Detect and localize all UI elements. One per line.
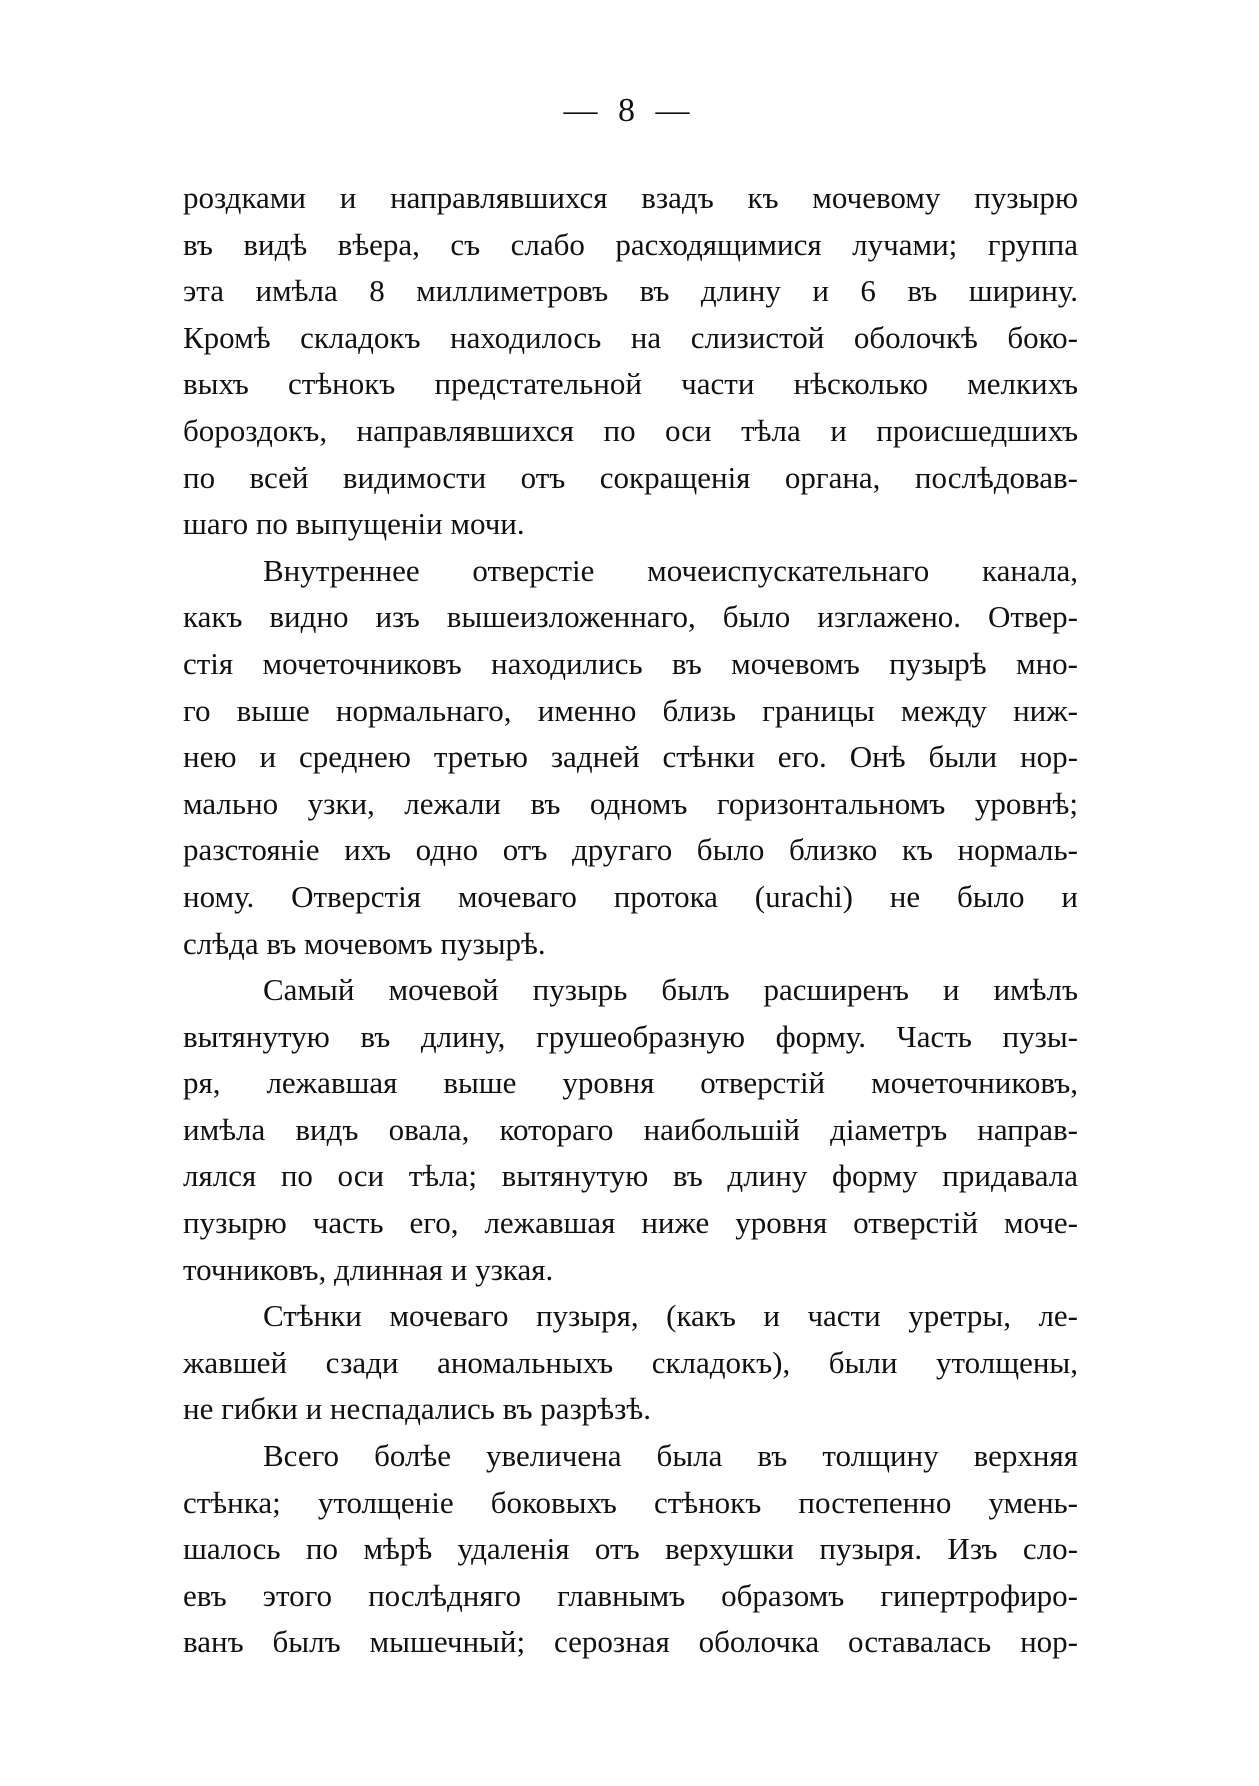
text-line: вытянутую въ длину, грушеобразную форму. Часть пузы-	[183, 1018, 1078, 1054]
text-line: въ видѣ вѣера, съ слабо расходящимися лучами; группа	[183, 226, 1078, 262]
text-line: шаго по выпущеніи мочи.	[183, 506, 525, 542]
text-line: лялся по оси тѣла; вытянутую въ длину форму придавала	[183, 1158, 1078, 1194]
text-line: имѣла видъ овала, котораго наибольшій діаметръ направ-	[183, 1111, 1078, 1147]
text-line: слѣда въ мочевомъ пузырѣ.	[183, 925, 546, 961]
text-line: по всей видимости отъ сокращенія органа, послѣдовав-	[183, 459, 1078, 495]
text-line: Внутреннее отверстіе мочеиспускательнаго канала,	[263, 552, 1078, 588]
text-line: какъ видно изъ вышеизложеннаго, было изглажено. Отвер-	[183, 599, 1078, 635]
text-line: ному. Отверстія мочеваго протока (urachi) не было и	[183, 878, 1078, 914]
text-line: точниковъ, длинная и узкая.	[183, 1251, 554, 1287]
text-line: не гибки и неспадались въ разрѣзѣ.	[183, 1391, 651, 1427]
body-text	[183, 175, 1078, 1666]
text-line: мально узки, лежали въ одномъ горизонтальномъ уровнѣ;	[183, 785, 1078, 821]
text-line: роздками и направлявшихся взадъ къ мочевому пузырю	[183, 180, 1078, 215]
text-line: бороздокъ, направлявшихся по оси тѣла и происшедшихъ	[183, 412, 1078, 448]
text-line: ванъ былъ мышечный; серозная оболочка оставалась нор-	[183, 1624, 1078, 1660]
text-line: нею и среднею третью задней стѣнки его. Онѣ были нор-	[183, 739, 1078, 775]
text-line: эта имѣла 8 миллиметровъ въ длину и 6 въ ширину.	[183, 273, 1078, 309]
page-number: — 8 —	[563, 92, 696, 129]
text-line: шалось по мѣрѣ удаленія отъ верхушки пузыря. Изъ сло-	[183, 1531, 1078, 1567]
text-line: стѣнка; утолщеніе боковыхъ стѣнокъ постепенно умень-	[183, 1484, 1078, 1520]
text-line: Кромѣ складокъ находилось на слизистой оболочкѣ боко-	[183, 319, 1078, 355]
text-line: Всего болѣе увеличена была въ толщину верхняя	[263, 1438, 1078, 1474]
text-line: го выше нормальнаго, именно близь границы между ниж-	[183, 692, 1078, 728]
text-line: жавшей сзади аномальныхъ складокъ), были утолщены,	[183, 1344, 1078, 1380]
text-line: разстояніе ихъ одно отъ другаго было близко къ нормаль-	[183, 832, 1078, 868]
text-line: стія мочеточниковъ находились въ мочевомъ пузырѣ мно-	[183, 645, 1078, 681]
text-line: Самый мочевой пузырь былъ расширенъ и имѣлъ	[263, 972, 1078, 1008]
text-line: Стѣнки мочеваго пузыря, (какъ и части уретры, ле-	[263, 1298, 1078, 1334]
text-line: выхъ стѣнокъ предстательной части нѣсколько мелкихъ	[183, 366, 1078, 402]
text-line: пузырю часть его, лежавшая ниже уровня отверстій моче-	[183, 1205, 1078, 1241]
text-line: ря, лежавшая выше уровня отверстій мочеточниковъ,	[183, 1065, 1078, 1101]
text-line: евъ этого послѣдняго главнымъ образомъ гипертрофиро-	[183, 1577, 1078, 1613]
